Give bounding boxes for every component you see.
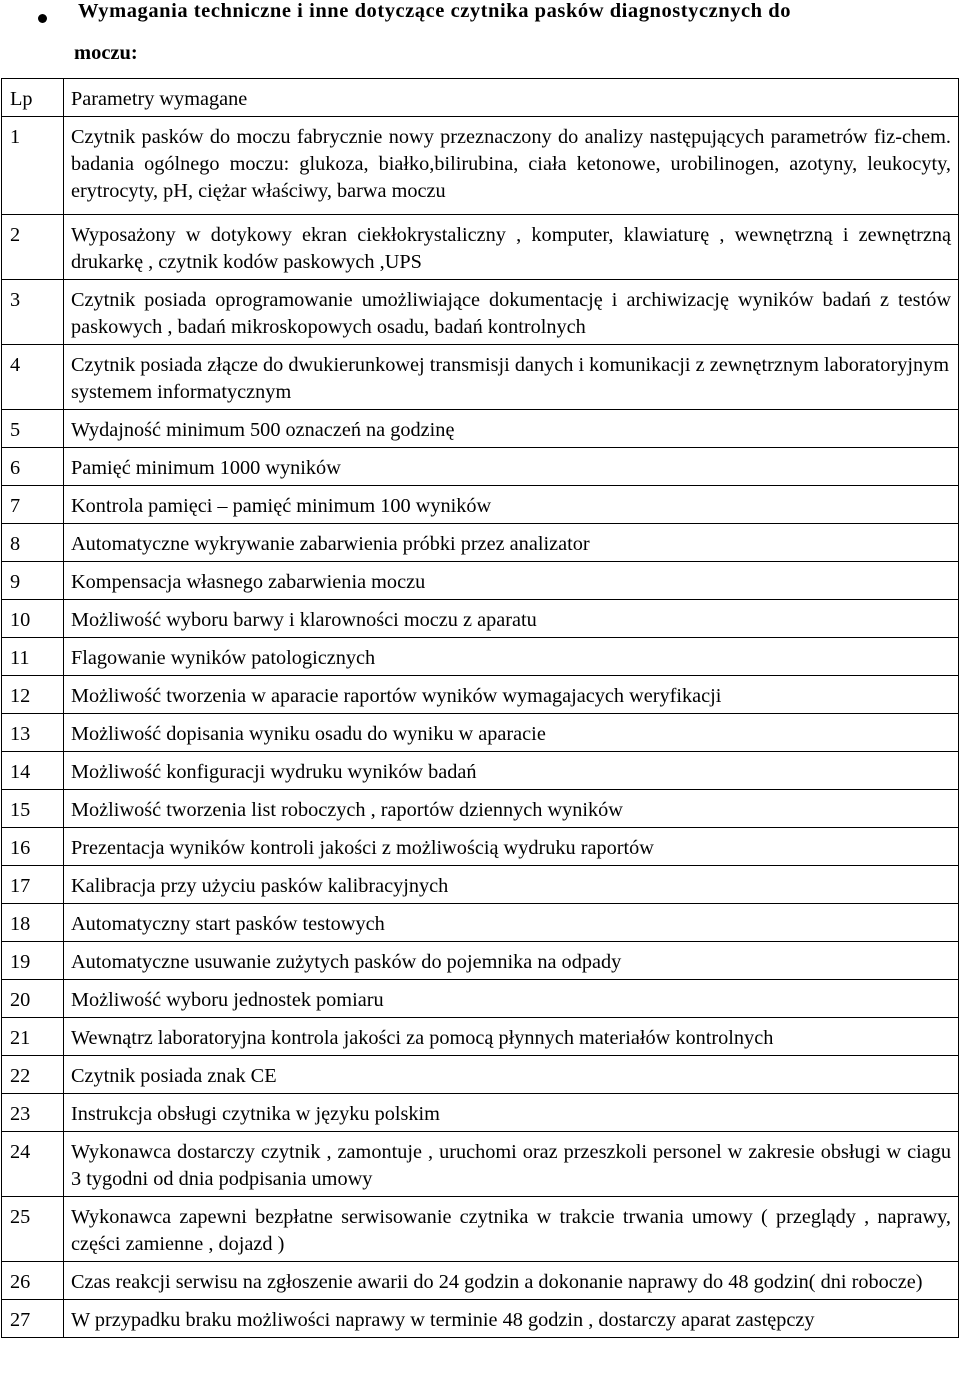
row-number: 4 bbox=[2, 345, 64, 410]
table-row bbox=[2, 638, 959, 676]
requirement-text: Czas reakcji serwisu na zgłoszenie awarii do 24 godzin a dokonanie naprawy do 48 godzin( dni robocze) bbox=[64, 1262, 959, 1300]
row-number: 27 bbox=[2, 1300, 64, 1338]
requirement-text: Instrukcja obsługi czytnika w języku polskim bbox=[64, 1094, 959, 1132]
table-row bbox=[2, 676, 959, 714]
requirement-text: Możliwość konfiguracji wydruku wyników badań bbox=[64, 752, 959, 790]
requirement-text: Czytnik posiada złącze do dwukierunkowej transmisji danych i komunikacji z zewnętrznym laboratoryjnym systemem informatycznym bbox=[64, 345, 959, 410]
table-row bbox=[2, 1018, 959, 1056]
table-row bbox=[2, 942, 959, 980]
requirement-text: Flagowanie wyników patologicznych bbox=[64, 638, 959, 676]
table-row bbox=[2, 345, 959, 410]
row-number: 6 bbox=[2, 448, 64, 486]
bullet-icon bbox=[38, 14, 47, 23]
table-row bbox=[2, 1132, 959, 1197]
row-number: 13 bbox=[2, 714, 64, 752]
row-number: 11 bbox=[2, 638, 64, 676]
table-row bbox=[2, 714, 959, 752]
requirement-text: Wewnątrz laboratoryjna kontrola jakości za pomocą płynnych materiałów kontrolnych bbox=[64, 1018, 959, 1056]
requirement-text: W przypadku braku możliwości naprawy w terminie 48 godzin , dostarczy aparat zastępczy bbox=[64, 1300, 959, 1338]
requirement-text: Czytnik pasków do moczu fabrycznie nowy przeznaczony do analizy następujących parametrów fiz-chem. badania ogólnego moczu: glukoza, białko,bilirubina, ciała ketonowe, urobilinogen, azotyny, leukocyty, erytrocyty, pH, ciężar właściwy, barwa moczu bbox=[64, 117, 959, 215]
requirement-text: Wykonawca dostarczy czytnik , zamontuje , uruchomi oraz przeszkoli personel w zakresie obsługi w ciagu 3 tygodni od dnia podpisania umowy bbox=[64, 1132, 959, 1197]
requirement-text: Pamięć minimum 1000 wyników bbox=[64, 448, 959, 486]
table-row bbox=[2, 117, 959, 215]
table-row bbox=[2, 1262, 959, 1300]
heading-line-2: moczu: bbox=[74, 42, 138, 64]
requirement-text: Możliwość dopisania wyniku osadu do wyniku w aparacie bbox=[64, 714, 959, 752]
requirement-text: Wyposażony w dotykowy ekran ciekłokrystaliczny , komputer, klawiaturę , wewnętrzną i zewnętrzną drukarkę , czytnik kodów paskowych ,UPS bbox=[64, 215, 959, 280]
requirement-text: Możliwość wyboru jednostek pomiaru bbox=[64, 980, 959, 1018]
requirement-text: Prezentacja wyników kontroli jakości z możliwością wydruku raportów bbox=[64, 828, 959, 866]
table-row bbox=[2, 486, 959, 524]
row-number: 2 bbox=[2, 215, 64, 280]
header-parameters: Parametry wymagane bbox=[64, 79, 959, 117]
requirement-text: Automatyczne usuwanie zużytych pasków do pojemnika na odpady bbox=[64, 942, 959, 980]
row-number: 5 bbox=[2, 410, 64, 448]
table-row bbox=[2, 524, 959, 562]
table-row bbox=[2, 752, 959, 790]
row-number: 12 bbox=[2, 676, 64, 714]
row-number: 25 bbox=[2, 1197, 64, 1262]
table-row bbox=[2, 904, 959, 942]
row-number: 16 bbox=[2, 828, 64, 866]
requirement-text: Możliwość wyboru barwy i klarowności moczu z aparatu bbox=[64, 600, 959, 638]
row-number: 22 bbox=[2, 1056, 64, 1094]
table-row bbox=[2, 280, 959, 345]
requirement-text: Automatyczny start pasków testowych bbox=[64, 904, 959, 942]
table-row bbox=[2, 1300, 959, 1338]
table-row bbox=[2, 980, 959, 1018]
requirement-text: Wydajność minimum 500 oznaczeń na godzinę bbox=[64, 410, 959, 448]
table-row bbox=[2, 1197, 959, 1262]
requirement-text: Możliwość tworzenia list roboczych , raportów dziennych wyników bbox=[64, 790, 959, 828]
row-number: 15 bbox=[2, 790, 64, 828]
requirement-text: Kompensacja własnego zabarwienia moczu bbox=[64, 562, 959, 600]
row-number: 20 bbox=[2, 980, 64, 1018]
row-number: 10 bbox=[2, 600, 64, 638]
table-row bbox=[2, 448, 959, 486]
table-row bbox=[2, 410, 959, 448]
row-number: 24 bbox=[2, 1132, 64, 1197]
requirement-text: Czytnik posiada oprogramowanie umożliwiające dokumentację i archiwizację wyników badań z testów paskowych , badań mikroskopowych osadu, badań kontrolnych bbox=[64, 280, 959, 345]
requirement-text: Czytnik posiada znak CE bbox=[64, 1056, 959, 1094]
table-row bbox=[2, 790, 959, 828]
row-number: 19 bbox=[2, 942, 64, 980]
row-number: 9 bbox=[2, 562, 64, 600]
row-number: 26 bbox=[2, 1262, 64, 1300]
requirement-text: Kalibracja przy użyciu pasków kalibracyjnych bbox=[64, 866, 959, 904]
table-row bbox=[2, 866, 959, 904]
table-row bbox=[2, 1094, 959, 1132]
row-number: 14 bbox=[2, 752, 64, 790]
row-number: 17 bbox=[2, 866, 64, 904]
row-number: 3 bbox=[2, 280, 64, 345]
row-number: 8 bbox=[2, 524, 64, 562]
requirement-text: Kontrola pamięci – pamięć minimum 100 wyników bbox=[64, 486, 959, 524]
row-number: 18 bbox=[2, 904, 64, 942]
row-number: 21 bbox=[2, 1018, 64, 1056]
table-row bbox=[2, 1056, 959, 1094]
row-number: 7 bbox=[2, 486, 64, 524]
table-row bbox=[2, 600, 959, 638]
table-row bbox=[2, 828, 959, 866]
table-header-row bbox=[2, 79, 959, 117]
heading-line-1: Wymagania techniczne i inne dotyczące czytnika pasków diagnostycznych do bbox=[78, 0, 792, 22]
requirement-text: Automatyczne wykrywanie zabarwienia próbki przez analizator bbox=[64, 524, 959, 562]
table-row bbox=[2, 215, 959, 280]
requirement-text: Wykonawca zapewni bezpłatne serwisowanie czytnika w trakcie trwania umowy ( przeglądy , naprawy, części zamienne , dojazd ) bbox=[64, 1197, 959, 1262]
header-lp: Lp bbox=[2, 79, 64, 117]
row-number: 23 bbox=[2, 1094, 64, 1132]
requirement-text: Możliwość tworzenia w aparacie raportów wyników wymagajacych weryfikacji bbox=[64, 676, 959, 714]
table-row bbox=[2, 562, 959, 600]
row-number: 1 bbox=[2, 117, 64, 215]
requirements-table bbox=[1, 78, 959, 1338]
